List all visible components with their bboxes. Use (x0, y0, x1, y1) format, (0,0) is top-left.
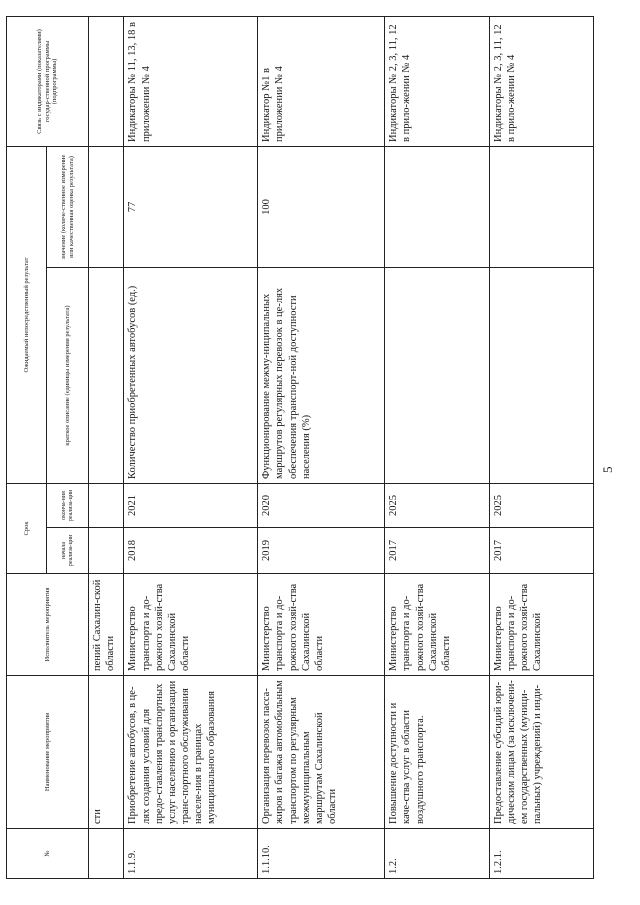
cell-desc (385, 268, 489, 484)
header-name: Наименование мероприятия (7, 676, 89, 829)
cell-end: 2020 (258, 484, 385, 528)
cell-desc: Количество приобретенных автобусов (ед.) (124, 268, 258, 484)
cell-value: 100 (258, 147, 385, 268)
cell-num: 1.1.10. (258, 829, 385, 879)
cell-desc (489, 268, 593, 484)
cell-start: 2019 (258, 528, 385, 574)
table-row (89, 17, 124, 879)
header-result: Ожидаемый непосредственный результат (7, 147, 47, 484)
cell-start: 2017 (489, 528, 593, 574)
page-number: 5 (600, 466, 615, 473)
cell-name: Повышение доступности и каче-ства услуг в области воздушного транспорта. (385, 676, 489, 829)
cell-end: 2025 (385, 484, 489, 528)
header-term-start: начала реализа-ции (47, 528, 89, 574)
header-link: Связь с индикаторами (показателями) государ-ственной программы (подпрограммы) (7, 17, 89, 147)
cell-start (89, 528, 124, 574)
cell-value (489, 147, 593, 268)
cell-end: 2025 (489, 484, 593, 528)
cell-start: 2017 (385, 528, 489, 574)
cell-end: 2021 (124, 484, 258, 528)
cell-name: Предоставление субсидий юри-дическим лицам (за исключени-ем государственных (муници-пальных) учреждений) и инди- (489, 676, 593, 829)
table-row (124, 17, 258, 879)
cell-num: 1.2. (385, 829, 489, 879)
header-term: Срок (7, 484, 47, 574)
cell-end (89, 484, 124, 528)
cell-desc: Функционирование межму-ниципальных маршрутов регулярных перевозок в це-лях обеспечения транспорт-ной доступности населения (%) (258, 268, 385, 484)
cell-link: Индикаторы № 11, 13, 18 в приложении № 4 (124, 17, 258, 147)
header-result-value: значение (количе-ственное измерение или качественная оценка результата) (47, 147, 89, 268)
cell-name: Организация перевозок пасса-жиров и багажа автомобильным транспортом по регулярным межмуниципальным маршрутам Сахалинской области (258, 676, 385, 829)
table-row (258, 17, 385, 879)
table-row (385, 17, 489, 879)
cell-executor: Министерство транспорта и до-рожного хозяй-ства Сахалинской области (124, 574, 258, 676)
cell-executor: пений Сахалин-ской области (89, 574, 124, 676)
header-term-end: оконча-ния реализа-ции (47, 484, 89, 528)
cell-num: 1.1.9. (124, 829, 258, 879)
cell-executor: Министерство транспорта и до-рожного хозяй-ства Сахалинской области (385, 574, 489, 676)
cell-link: Индикаторы № 2, 3, 11, 12 в прило-жении № 4 (489, 17, 593, 147)
header-executor: Исполнитель мероприятия (7, 574, 89, 676)
cell-link (89, 17, 124, 147)
cell-num: 1.2.1. (489, 829, 593, 879)
table-row (489, 17, 593, 879)
cell-desc (89, 268, 124, 484)
cell-name: сти (89, 676, 124, 829)
cell-value (385, 147, 489, 268)
measures-table (6, 16, 594, 879)
header-num: № (7, 829, 89, 879)
cell-value (89, 147, 124, 268)
cell-name: Приобретение автобусов, в це-лях создания условий для предо-ставления транспортных услуг населению и организации транс-портного обслуживания населе-ния в границах муниципального образования (124, 676, 258, 829)
cell-link: Индикаторы № 2, 3, 11, 12 в прило-жении № 4 (385, 17, 489, 147)
cell-start: 2018 (124, 528, 258, 574)
cell-executor: Министерство транспорта и до-рожного хозяй-ства Сахалинской (489, 574, 593, 676)
header-result-desc: краткое описание (единицы измерения результата) (47, 268, 89, 484)
cell-executor: Министерство транспорта и до-рожного хозяй-ства Сахалинской области (258, 574, 385, 676)
cell-link: Индикатор №1 в приложении № 4 (258, 17, 385, 147)
cell-num (89, 829, 124, 879)
cell-value: 77 (124, 147, 258, 268)
